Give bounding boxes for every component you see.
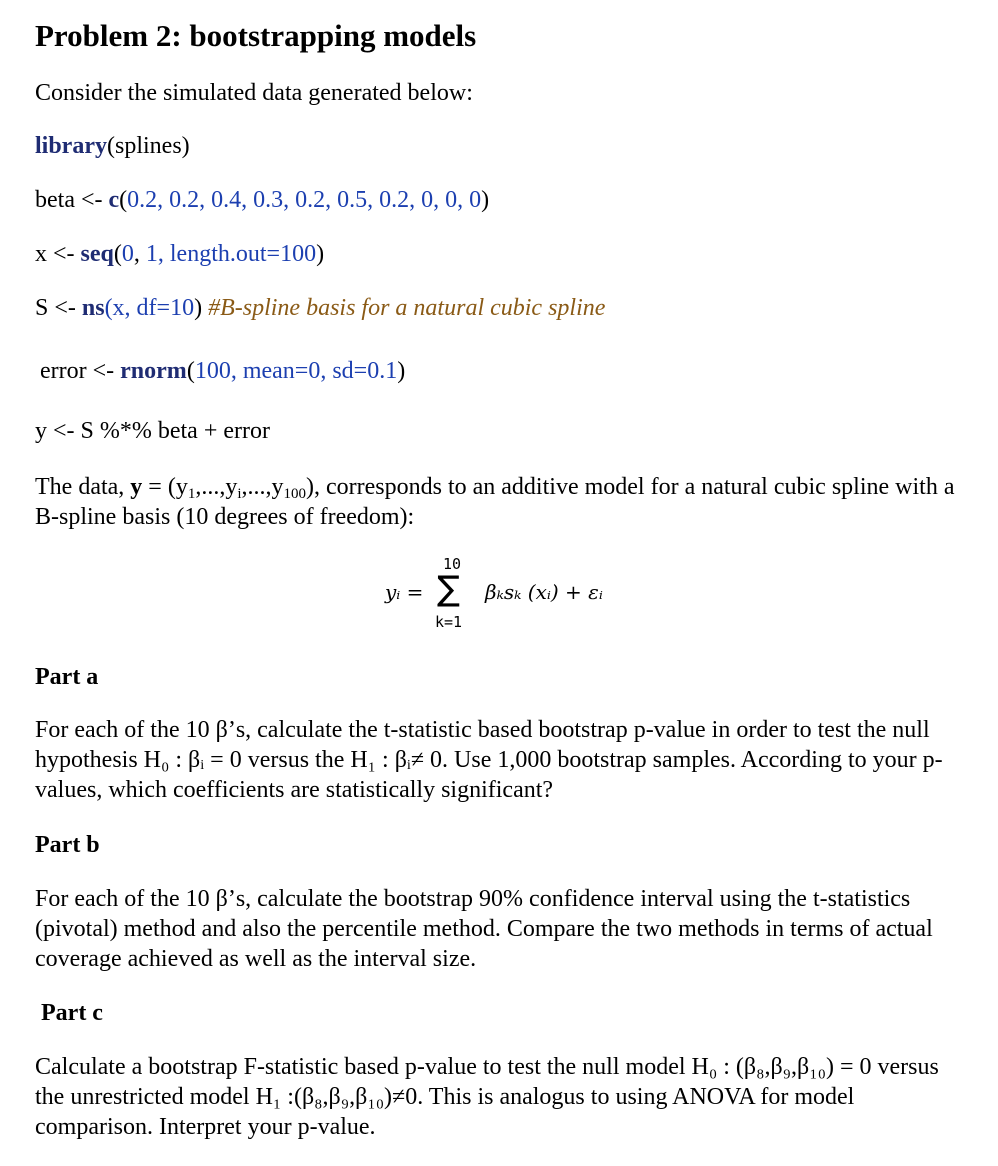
part-c-text: Calculate a bootstrap F-statistic based p-value to test the null model H₀ : (β₈,β₉,β₁₀) = 0 versus the unrestricted model H₁ :(β₈,β₉,β₁₀)≠0. This is analogus to using ANOVA for model comparison. Interpret your p-value. (35, 1054, 939, 1140)
subscript: 1 (187, 486, 196, 502)
code-keyword: c (108, 187, 120, 213)
code-text: , mean= (230, 358, 309, 384)
equation-lhs: yᵢ = (385, 580, 424, 604)
code-text: ) (194, 295, 209, 321)
part-c-heading: Part c (41, 1000, 103, 1026)
code-line-library (35, 133, 190, 160)
code-line-y: y <- S %*% beta + error (35, 418, 270, 444)
code-text: ( (113, 241, 122, 267)
code-keyword: rnorm (120, 358, 187, 384)
code-text: ( (186, 358, 195, 384)
code-numbers: 0.2, 0.2, 0.4, 0.3, 0.2, 0.5, 0.2, 0, 0, 0 (127, 187, 482, 213)
code-text: S <- (35, 295, 82, 321)
sum-symbol: ∑ (437, 569, 460, 609)
code-keyword: seq (80, 241, 114, 267)
code-number: 10 (170, 295, 195, 321)
code-number: 0.1 (367, 358, 398, 384)
code-text: ) (481, 187, 490, 213)
spline-equation (385, 555, 685, 645)
problem-title: Problem 2: bootstrapping models (35, 18, 477, 53)
text-span: ,...,y (195, 474, 238, 500)
intro-text: Consider the simulated data generated below: (35, 80, 473, 106)
code-line-error (40, 358, 405, 385)
code-text: , sd= (320, 358, 368, 384)
code-text: (x, df= (104, 295, 171, 321)
code-text: x <- (35, 241, 81, 267)
code-text: , length.out= (157, 241, 281, 267)
code-text: (splines) (107, 133, 190, 159)
part-a-heading: Part a (35, 664, 99, 690)
code-line-beta (35, 187, 489, 214)
text-span: ), corresponds to an additive model for a natural cubic spline with a B-spline basis (10 degrees of freedom): (35, 474, 955, 530)
part-a-text: For each of the 10 β’s, calculate the t-statistic based bootstrap p-value in order to test the null hypothesis H₀ : βᵢ = 0 versus the H₁ : βᵢ≠ 0. Use 1,000 bootstrap samples. According to your p-values, which coefficients are statistically significant? (35, 717, 943, 803)
code-number: 0 (308, 358, 321, 384)
sum-upper-limit: 10 (443, 555, 462, 573)
text-span: = (y (142, 474, 188, 500)
code-text: beta <- (35, 187, 109, 213)
code-comment: #B-spline basis for a natural cubic spline (208, 295, 606, 321)
code-keyword: library (35, 133, 107, 159)
code-text: ( (119, 187, 128, 213)
code-text: , (133, 241, 146, 267)
part-b-heading: Part b (35, 832, 100, 858)
code-text: ) (397, 358, 406, 384)
problem-title-block (35, 18, 476, 54)
code-line-S (35, 295, 605, 322)
text-span: y (130, 474, 143, 500)
code-number: 100 (280, 241, 317, 267)
code-keyword: ns (81, 295, 105, 321)
text-span: The data, (35, 474, 131, 500)
equation-rhs: βₖsₖ (xᵢ) + εᵢ (485, 580, 603, 604)
subscript: 100 (283, 486, 306, 502)
text-span: ,...,y (241, 474, 284, 500)
data-description (35, 472, 970, 532)
sum-lower-limit: k=1 (435, 613, 463, 631)
code-text: error <- (40, 358, 121, 384)
code-number: 100 (194, 358, 231, 384)
subscript: i (237, 486, 242, 502)
part-b-text: For each of the 10 β’s, calculate the bootstrap 90% confidence interval using the t-statistics (pivotal) method and also the percentile method. Compare the two methods in terms of actual coverage achieved as well as the interval size. (35, 886, 933, 972)
code-line-x (35, 241, 324, 268)
code-number: 1 (145, 241, 158, 267)
code-text: ) (316, 241, 325, 267)
code-number: 0 (121, 241, 134, 267)
